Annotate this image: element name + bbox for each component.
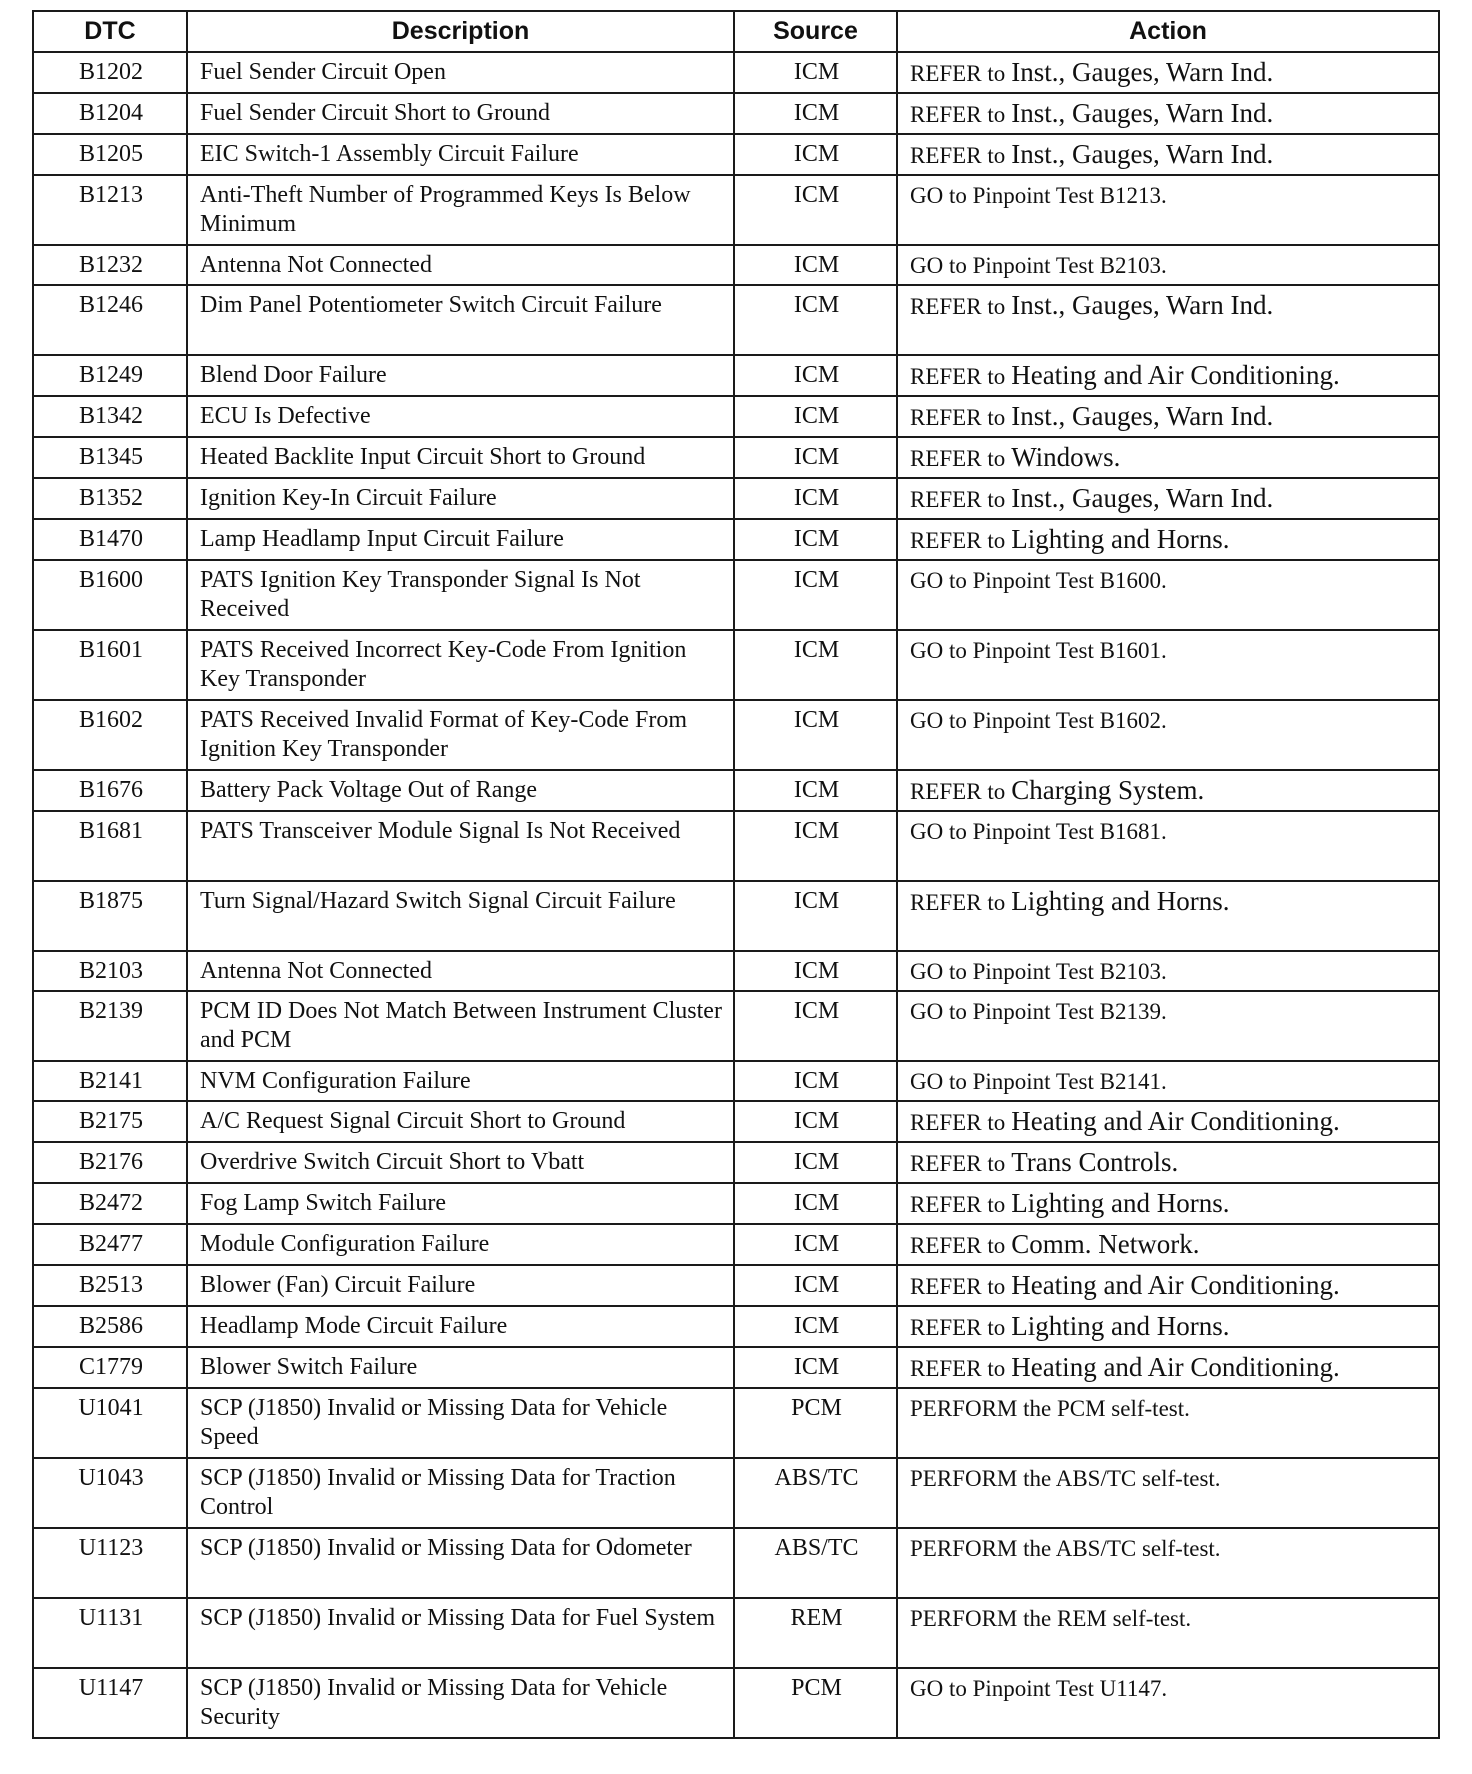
dtc-code: B1470 — [33, 519, 187, 560]
action-target: Inst., Gauges, Warn Ind. — [1011, 98, 1274, 128]
dtc-code: B1249 — [33, 355, 187, 396]
table-row — [33, 951, 1439, 991]
action-verb: REFER to — [910, 1192, 1006, 1217]
dtc-action — [897, 951, 1439, 991]
action-target: Inst., Gauges, Warn Ind. — [1011, 139, 1274, 169]
action-verb: REFER to — [910, 1274, 1006, 1299]
dtc-source: ICM — [734, 52, 897, 93]
dtc-action — [897, 1101, 1439, 1142]
dtc-action — [897, 881, 1439, 951]
table-row — [33, 478, 1439, 519]
action-verb: REFER to — [910, 1151, 1006, 1176]
table-row — [33, 285, 1439, 355]
table-row — [33, 630, 1439, 700]
table-row — [33, 1101, 1439, 1142]
dtc-description: Overdrive Switch Circuit Short to Vbatt — [187, 1142, 734, 1183]
dtc-description: EIC Switch-1 Assembly Circuit Failure — [187, 134, 734, 175]
table-row — [33, 1306, 1439, 1347]
header-description: Description — [187, 11, 734, 52]
table-row — [33, 1528, 1439, 1598]
dtc-description: Turn Signal/Hazard Switch Signal Circuit Failure — [187, 881, 734, 951]
dtc-action — [897, 285, 1439, 355]
dtc-action — [897, 770, 1439, 811]
dtc-action — [897, 1306, 1439, 1347]
dtc-code: B2472 — [33, 1183, 187, 1224]
action-verb: GO to Pinpoint Test B1601. — [910, 638, 1167, 663]
dtc-code: B2176 — [33, 1142, 187, 1183]
dtc-action — [897, 991, 1439, 1061]
dtc-description: A/C Request Signal Circuit Short to Ground — [187, 1101, 734, 1142]
action-verb: GO to Pinpoint Test B1600. — [910, 568, 1167, 593]
dtc-source: ICM — [734, 355, 897, 396]
dtc-description: Blend Door Failure — [187, 355, 734, 396]
table-row — [33, 700, 1439, 770]
dtc-action — [897, 1224, 1439, 1265]
table-row — [33, 519, 1439, 560]
dtc-code: U1131 — [33, 1598, 187, 1668]
table-row — [33, 991, 1439, 1061]
dtc-action — [897, 1598, 1439, 1668]
dtc-source: ICM — [734, 1265, 897, 1306]
dtc-source: PCM — [734, 1668, 897, 1738]
dtc-code: B1352 — [33, 478, 187, 519]
dtc-description: Dim Panel Potentiometer Switch Circuit Failure — [187, 285, 734, 355]
dtc-description: Battery Pack Voltage Out of Range — [187, 770, 734, 811]
action-target: Charging System. — [1011, 775, 1205, 805]
action-verb: GO to Pinpoint Test B2103. — [910, 253, 1167, 278]
action-target: Lighting and Horns. — [1011, 524, 1230, 554]
dtc-action — [897, 1142, 1439, 1183]
dtc-code: B2586 — [33, 1306, 187, 1347]
dtc-code: B1205 — [33, 134, 187, 175]
table-row — [33, 1224, 1439, 1265]
action-verb: GO to Pinpoint Test B1213. — [910, 183, 1167, 208]
dtc-description: Ignition Key-In Circuit Failure — [187, 478, 734, 519]
dtc-source: ICM — [734, 881, 897, 951]
dtc-action — [897, 134, 1439, 175]
table-row — [33, 1458, 1439, 1528]
action-verb: REFER to — [910, 1110, 1006, 1135]
dtc-description: Fog Lamp Switch Failure — [187, 1183, 734, 1224]
dtc-code: B2175 — [33, 1101, 187, 1142]
header-dtc: DTC — [33, 11, 187, 52]
dtc-source: ICM — [734, 175, 897, 245]
dtc-description: PCM ID Does Not Match Between Instrument Cluster and PCM — [187, 991, 734, 1061]
dtc-action — [897, 1668, 1439, 1738]
action-target: Heating and Air Conditioning. — [1011, 360, 1340, 390]
action-verb: GO to Pinpoint Test B2139. — [910, 999, 1167, 1024]
dtc-source: ICM — [734, 991, 897, 1061]
dtc-description: Module Configuration Failure — [187, 1224, 734, 1265]
table-row — [33, 437, 1439, 478]
dtc-code: B2513 — [33, 1265, 187, 1306]
action-verb: GO to Pinpoint Test B2141. — [910, 1069, 1167, 1094]
dtc-source: ICM — [734, 245, 897, 285]
dtc-action — [897, 1183, 1439, 1224]
dtc-description: Blower (Fan) Circuit Failure — [187, 1265, 734, 1306]
dtc-description: Blower Switch Failure — [187, 1347, 734, 1388]
table-row — [33, 1598, 1439, 1668]
dtc-source: ICM — [734, 93, 897, 134]
dtc-source: ICM — [734, 134, 897, 175]
table-row — [33, 1061, 1439, 1101]
dtc-code: B1681 — [33, 811, 187, 881]
dtc-description: SCP (J1850) Invalid or Missing Data for Traction Control — [187, 1458, 734, 1528]
action-verb: PERFORM the REM self-test. — [910, 1606, 1192, 1631]
action-verb: REFER to — [910, 405, 1006, 430]
action-verb: REFER to — [910, 890, 1006, 915]
dtc-action — [897, 519, 1439, 560]
action-target: Heating and Air Conditioning. — [1011, 1106, 1340, 1136]
dtc-action — [897, 560, 1439, 630]
action-verb: PERFORM the PCM self-test. — [910, 1396, 1190, 1421]
dtc-source: ICM — [734, 630, 897, 700]
dtc-action — [897, 630, 1439, 700]
dtc-description: SCP (J1850) Invalid or Missing Data for Vehicle Speed — [187, 1388, 734, 1458]
dtc-source: ICM — [734, 1306, 897, 1347]
action-verb: REFER to — [910, 294, 1006, 319]
table-row — [33, 1668, 1439, 1738]
dtc-description: PATS Transceiver Module Signal Is Not Received — [187, 811, 734, 881]
dtc-code: U1147 — [33, 1668, 187, 1738]
action-verb: PERFORM the ABS/TC self-test. — [910, 1536, 1221, 1561]
dtc-source: ICM — [734, 1061, 897, 1101]
table-row — [33, 355, 1439, 396]
dtc-code: B1601 — [33, 630, 187, 700]
dtc-description: Fuel Sender Circuit Open — [187, 52, 734, 93]
dtc-source: ICM — [734, 437, 897, 478]
dtc-description: SCP (J1850) Invalid or Missing Data for Odometer — [187, 1528, 734, 1598]
dtc-source: REM — [734, 1598, 897, 1668]
action-target: Inst., Gauges, Warn Ind. — [1011, 290, 1274, 320]
dtc-action — [897, 811, 1439, 881]
dtc-action — [897, 175, 1439, 245]
dtc-action — [897, 396, 1439, 437]
dtc-code: B1602 — [33, 700, 187, 770]
dtc-code: B2139 — [33, 991, 187, 1061]
dtc-code: B1345 — [33, 437, 187, 478]
dtc-action — [897, 1458, 1439, 1528]
action-target: Heating and Air Conditioning. — [1011, 1352, 1340, 1382]
dtc-action — [897, 1388, 1439, 1458]
dtc-description: SCP (J1850) Invalid or Missing Data for Vehicle Security — [187, 1668, 734, 1738]
dtc-source: ICM — [734, 396, 897, 437]
dtc-description: Headlamp Mode Circuit Failure — [187, 1306, 734, 1347]
dtc-source: ICM — [734, 519, 897, 560]
header-source: Source — [734, 11, 897, 52]
action-verb: REFER to — [910, 1233, 1006, 1258]
action-target: Lighting and Horns. — [1011, 886, 1230, 916]
action-verb: REFER to — [910, 528, 1006, 553]
action-target: Inst., Gauges, Warn Ind. — [1011, 57, 1274, 87]
dtc-code: B1213 — [33, 175, 187, 245]
dtc-action — [897, 1265, 1439, 1306]
action-verb: REFER to — [910, 143, 1006, 168]
action-target: Trans Controls. — [1011, 1147, 1179, 1177]
action-target: Inst., Gauges, Warn Ind. — [1011, 401, 1274, 431]
table-row — [33, 1388, 1439, 1458]
action-verb: REFER to — [910, 61, 1006, 86]
action-verb: REFER to — [910, 364, 1006, 389]
dtc-description: Fuel Sender Circuit Short to Ground — [187, 93, 734, 134]
dtc-source: ICM — [734, 811, 897, 881]
table-row — [33, 1183, 1439, 1224]
dtc-source: ABS/TC — [734, 1458, 897, 1528]
header-row — [33, 11, 1439, 52]
dtc-description: Heated Backlite Input Circuit Short to Ground — [187, 437, 734, 478]
dtc-code: B1600 — [33, 560, 187, 630]
table-row — [33, 1265, 1439, 1306]
table-row — [33, 175, 1439, 245]
dtc-source: ICM — [734, 1101, 897, 1142]
action-verb: REFER to — [910, 1356, 1006, 1381]
dtc-code: C1779 — [33, 1347, 187, 1388]
table-row — [33, 1347, 1439, 1388]
action-target: Heating and Air Conditioning. — [1011, 1270, 1340, 1300]
dtc-action — [897, 437, 1439, 478]
dtc-action — [897, 700, 1439, 770]
dtc-source: ICM — [734, 1183, 897, 1224]
dtc-description: NVM Configuration Failure — [187, 1061, 734, 1101]
dtc-code: B1342 — [33, 396, 187, 437]
table-row — [33, 93, 1439, 134]
dtc-source: ICM — [734, 770, 897, 811]
action-verb: REFER to — [910, 487, 1006, 512]
table-row — [33, 881, 1439, 951]
dtc-code: B1676 — [33, 770, 187, 811]
action-target: Comm. Network. — [1011, 1229, 1200, 1259]
table-row — [33, 134, 1439, 175]
table-body — [33, 52, 1439, 1738]
dtc-code: B2477 — [33, 1224, 187, 1265]
dtc-code: U1041 — [33, 1388, 187, 1458]
dtc-description: Anti-Theft Number of Programmed Keys Is Below Minimum — [187, 175, 734, 245]
dtc-code: U1123 — [33, 1528, 187, 1598]
dtc-action — [897, 478, 1439, 519]
dtc-code: B1202 — [33, 52, 187, 93]
dtc-source: ICM — [734, 951, 897, 991]
action-target: Inst., Gauges, Warn Ind. — [1011, 483, 1274, 513]
dtc-source: ICM — [734, 560, 897, 630]
dtc-description: ECU Is Defective — [187, 396, 734, 437]
action-target: Lighting and Horns. — [1011, 1188, 1230, 1218]
dtc-source: ABS/TC — [734, 1528, 897, 1598]
action-verb: REFER to — [910, 1315, 1006, 1340]
dtc-code: B1204 — [33, 93, 187, 134]
dtc-action — [897, 245, 1439, 285]
dtc-description: SCP (J1850) Invalid or Missing Data for Fuel System — [187, 1598, 734, 1668]
dtc-description: Lamp Headlamp Input Circuit Failure — [187, 519, 734, 560]
action-target: Lighting and Horns. — [1011, 1311, 1230, 1341]
dtc-source: ICM — [734, 285, 897, 355]
table-row — [33, 245, 1439, 285]
action-verb: PERFORM the ABS/TC self-test. — [910, 1466, 1221, 1491]
dtc-source: ICM — [734, 700, 897, 770]
action-verb: GO to Pinpoint Test B1681. — [910, 819, 1167, 844]
dtc-source: PCM — [734, 1388, 897, 1458]
dtc-code: B2103 — [33, 951, 187, 991]
action-verb: REFER to — [910, 779, 1006, 804]
dtc-code: B2141 — [33, 1061, 187, 1101]
action-verb: REFER to — [910, 446, 1006, 471]
dtc-code: B1232 — [33, 245, 187, 285]
action-verb: GO to Pinpoint Test U1147. — [910, 1676, 1168, 1701]
dtc-action — [897, 93, 1439, 134]
dtc-source: ICM — [734, 1224, 897, 1265]
dtc-action — [897, 355, 1439, 396]
dtc-source: ICM — [734, 478, 897, 519]
action-verb: GO to Pinpoint Test B1602. — [910, 708, 1167, 733]
dtc-description: Antenna Not Connected — [187, 245, 734, 285]
dtc-code: U1043 — [33, 1458, 187, 1528]
dtc-description: PATS Received Invalid Format of Key-Code From Ignition Key Transponder — [187, 700, 734, 770]
dtc-table — [32, 10, 1440, 1739]
table-row — [33, 52, 1439, 93]
dtc-action — [897, 1061, 1439, 1101]
header-action: Action — [897, 11, 1439, 52]
table-row — [33, 396, 1439, 437]
table-row — [33, 770, 1439, 811]
dtc-source: ICM — [734, 1347, 897, 1388]
dtc-action — [897, 1528, 1439, 1598]
dtc-description: PATS Ignition Key Transponder Signal Is Not Received — [187, 560, 734, 630]
dtc-action — [897, 52, 1439, 93]
dtc-code: B1875 — [33, 881, 187, 951]
dtc-description: Antenna Not Connected — [187, 951, 734, 991]
action-verb: GO to Pinpoint Test B2103. — [910, 959, 1167, 984]
table-row — [33, 560, 1439, 630]
dtc-source: ICM — [734, 1142, 897, 1183]
table-row — [33, 1142, 1439, 1183]
dtc-action — [897, 1347, 1439, 1388]
action-verb: REFER to — [910, 102, 1006, 127]
dtc-description: PATS Received Incorrect Key-Code From Ignition Key Transponder — [187, 630, 734, 700]
action-target: Windows. — [1011, 442, 1121, 472]
table-row — [33, 811, 1439, 881]
dtc-code: B1246 — [33, 285, 187, 355]
